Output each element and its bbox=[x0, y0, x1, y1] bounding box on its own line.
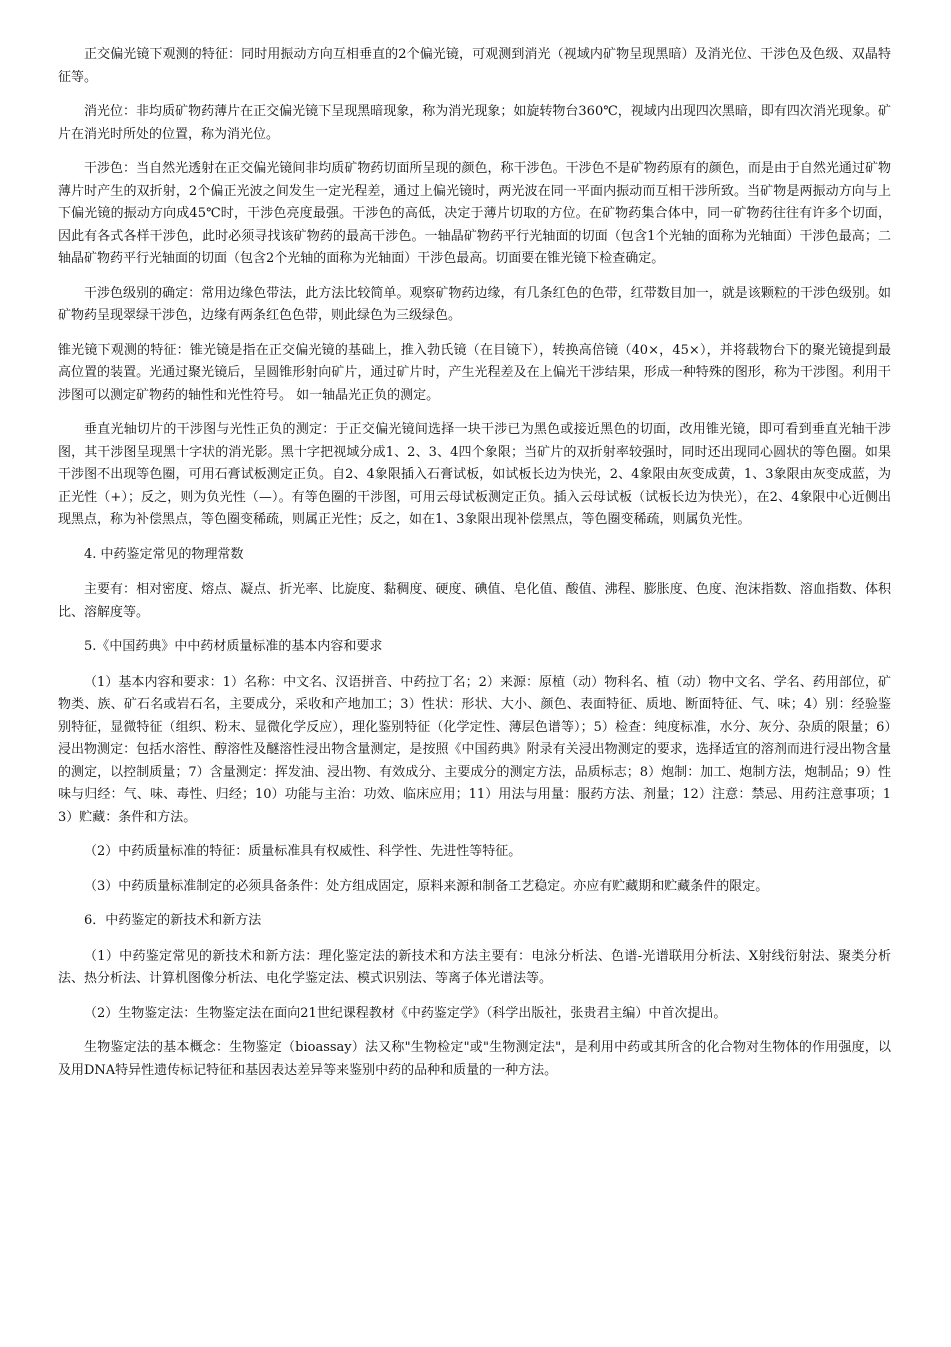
paragraph-standard-features: （2）中药质量标准的特征：质量标准具有权威性、科学性、先进性等特征。 bbox=[84, 844, 522, 859]
paragraph-interference-color-grade: 干涉色级别的确定：常用边缘色带法，此方法比较简单。观察矿物药边缘，有几条红色的色带，红带数目加一，就是该颗粒的干涉色级别。如矿物药呈现翠绿干涉色，边缘有两条红色色带，则此绿色为三级绿色。 bbox=[58, 285, 891, 323]
paragraph-new-techniques: （1）中药鉴定常见的新技术和新方法：理化鉴定法的新技术和方法主要有：电泳分析法、色谱-光谱联用分析法、X射线衍射法、聚类分析法、热分析法、计算机图像分析法、电化学鉴定法、模式识别法、等离子体光谱法等。 bbox=[58, 948, 891, 986]
paragraph-physical-constants: 主要有：相对密度、熔点、凝点、折光率、比旋度、黏稠度、硬度、碘值、皂化值、酸值、沸程、膨胀度、色度、泡沫指数、溶血指数、体积比、溶解度等。 bbox=[58, 582, 891, 620]
paragraph-bio-identification: （2）生物鉴定法：生物鉴定法在面向21世纪课程教材《中药鉴定学》（科学出版社，张贵君主编）中首次提出。 bbox=[84, 1005, 727, 1021]
paragraph-crossed-polarizer: 正交偏光镜下观测的特征：同时用振动方向互相垂直的2个偏光镜，可观测到消光（视域内矿物呈现黑暗）及消光位、干涉色及色级、双晶特征等。 bbox=[58, 47, 891, 85]
paragraph-standard-conditions: （3）中药质量标准制定的必须具备条件：处方组成固定，原料来源和制备工艺稳定。亦应有贮藏期和贮藏条件的限定。 bbox=[84, 878, 769, 894]
paragraph-basic-contents: （1）基本内容和要求：1）名称：中文名、汉语拼音、中药拉丁名；2）来源：原植（动）物科名、植（动）物中文名、学名、药用部位，矿物类、族、矿石名或岩石名，主要成分，采收和产地加工；3）性状：形状、大小、颜色、表面特征、质地、断面特征、气、味；4）别：经验鉴别特征，显微特征（组织、粉末、显微化学反应），理化鉴别特征（化学定性、薄层色谱等）；5）检查：纯度标准，水分、灰分、杂质的限量；6）浸出物测定：包括水溶性、醇溶性及醚溶性浸出物含量测定，是按照《中国药典》附录有关浸出物测定的要求，选择适宜的溶剂而进行浸出物含量的测定，以控制质量；7）含量测定：挥发油、浸出物、有效成分、主要成分的测定方法，品质标志；8）炮制：加工、炮制方法，炮制品；9）性味与归经：气、味、毒性、归经；10）功能与主治：功效、临床应用；11）用法与用量：服药方法、剂量；12）注意：禁忌、用药注意事项；13）贮藏：条件和方法。 bbox=[58, 674, 891, 825]
paragraph-optic-sign-determination: 垂直光轴切片的干涉图与光性正负的测定：于正交偏光镜间选择一块干涉已为黑色或接近黑色的切面，改用锥光镜，即可看到垂直光轴干涉图，其干涉图呈现黑十字状的消光影。黑十字把视域分成1、2、3、4四个象限；当矿片的双折射率较强时，同时还出现同心圆状的等色圈。如果干涉图不出现等色圈，可用石膏试板测定正负。自2、4象限插入石膏试板，如试板长边为快光，2、4象限由灰变成黄，1、3象限由灰变成蓝，为正光性（+）；反之，则为负光性（—）。有等色圈的干涉图，可用云母试板测定正负。插入云母试板（试板长边为快光），在2、4象限中心近侧出现黑点，称为补偿黑点，等色圈变稀疏，则属正光性；反之，如在1、3象限出现补偿黑点，等色圈变稀疏，则属负光性。 bbox=[58, 422, 891, 527]
section-heading-6: 6．中药鉴定的新技术和新方法 bbox=[84, 913, 262, 928]
paragraph-interference-color: 干涉色：当自然光透射在正交偏光镜间非均质矿物药切面所呈现的颜色，称干涉色。干涉色不是矿物药原有的颜色，而是由于自然光通过矿物薄片时产生的双折射，2个偏正光波之间发生一定光程差，通过上偏光镜时，两光波在同一平面内振动而互相干涉所致。当矿物是两振动方向与上下偏光镜的振动方向成45℃时，干涉色亮度最强。干涉色的高低，决定于薄片切取的方位。在矿物药集合体中，同一矿物药往往有许多个切面，因此有各式各样干涉色，此时必须寻找该矿物药的最高干涉色。一轴晶矿物药平行光轴面的切面（包含1个光轴的面称为光轴面）干涉色最高；二轴晶矿物药平行光轴面的切面（包含2个光轴的面称为光轴面）干涉色最高。切面要在锥光镜下检查确定。 bbox=[58, 161, 891, 266]
section-heading-4: 4. 中药鉴定常见的物理常数 bbox=[84, 546, 244, 562]
section-heading-5: 5.《中国药典》中中药材质量标准的基本内容和要求 bbox=[84, 639, 383, 654]
paragraph-bioassay-concept: 生物鉴定法的基本概念：生物鉴定（bioassay）法又称"生物检定"或"生物测定法"，是利用中药或其所含的化合物对生物体的作用强度，以及用DNA特异性遗传标记特征和基因表达差异等来鉴别中药的品种和质量的一种方法。 bbox=[58, 1040, 891, 1078]
paragraph-extinction-position: 消光位：非均质矿物药薄片在正交偏光镜下呈现黑暗现象，称为消光现象；如旋转物台360℃，视域内出现四次黑暗，即有四次消光现象。矿片在消光时所处的位置，称为消光位。 bbox=[58, 104, 891, 142]
paragraph-conoscope-features: 锥光镜下观测的特征：锥光镜是指在正交偏光镜的基础上，推入勃氏镜（在目镜下），转换高倍镜（40×，45×），并将载物台下的聚光镜提到最高位置的装置。光通过聚光镜后，呈圆锥形射向矿片，通过矿片时，产生光程差及在上偏光干涉结果，形成一种特殊的图形，称为干涉图。利用干涉图可以测定矿物药的轴性和光性符号。 如一轴晶光正负的测定。 bbox=[58, 342, 891, 403]
